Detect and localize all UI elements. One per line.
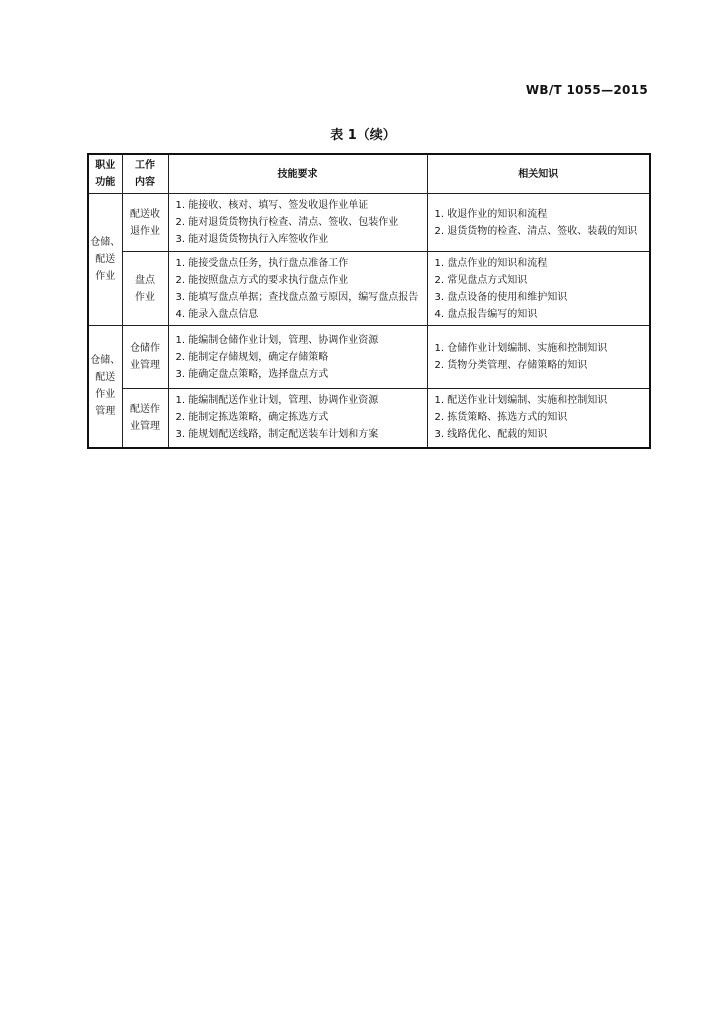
header-work-line1: 工作	[135, 160, 155, 171]
work-line: 业管理	[130, 360, 160, 371]
skill-item: 2. 能制定拣选策略，确定拣选方式	[175, 412, 329, 424]
work-content-cell	[122, 252, 168, 326]
header-work-line2: 内容	[135, 177, 155, 188]
table-row	[88, 194, 650, 252]
knowledge-item: 1. 收退作业的知识和流程	[434, 208, 548, 220]
table-row	[88, 326, 650, 389]
table-caption: 表 1（续）	[330, 128, 396, 143]
function-line: 配送	[95, 254, 116, 265]
work-content-cell	[122, 194, 168, 252]
knowledge-item: 1. 盘点作业的知识和流程	[434, 257, 548, 269]
work-content-cell	[122, 389, 168, 448]
work-line: 仓储作	[130, 343, 160, 354]
work-line: 作业	[135, 291, 155, 303]
skills-cell	[168, 252, 427, 326]
skills-cell	[168, 389, 427, 448]
knowledge-item: 2. 退货货物的检查、清点、签收、装载的知识	[434, 225, 638, 237]
skill-item: 3. 能确定盘点策略，选择盘点方式	[175, 368, 329, 380]
knowledge-item: 1. 配送作业计划编制、实施和控制知识	[434, 395, 608, 407]
skill-item: 4. 能录入盘点信息	[175, 308, 259, 320]
skill-item: 1. 能接受盘点任务，执行盘点准备工作	[175, 257, 349, 269]
table-header-row	[88, 154, 650, 194]
work-line: 配送作	[130, 403, 160, 415]
function-cell	[88, 194, 122, 326]
header-skills: 技能要求	[168, 154, 427, 194]
function-line: 配送	[95, 372, 116, 384]
skill-item: 2. 能制定存储规划，确定存储策略	[175, 351, 329, 363]
skill-item: 3. 能填写盘点单据；查找盘点盈亏原因，编写盘点报告	[175, 291, 419, 303]
knowledge-item: 2. 拣货策略、拣选方式的知识	[434, 412, 568, 424]
work-line: 业管理	[130, 420, 160, 432]
knowledge-item: 2. 常见盘点方式知识	[434, 274, 528, 286]
function-line: 管理	[95, 406, 116, 418]
skills-table	[87, 153, 651, 449]
work-line: 配送收	[130, 208, 160, 220]
work-line: 退作业	[130, 225, 160, 237]
knowledge-item: 1. 仓储作业计划编制、实施和控制知识	[434, 343, 608, 354]
knowledge-item: 2. 货物分类管理、存储策略的知识	[434, 360, 588, 371]
header-function	[88, 154, 122, 194]
work-line: 盘点	[135, 274, 155, 286]
header-function-line2: 功能	[95, 177, 116, 188]
skill-item: 1. 能编制仓储作业计划，管理、协调作业资源	[175, 334, 379, 346]
standard-number: WB/T 1055—2015	[525, 83, 648, 97]
knowledge-cell	[427, 326, 650, 389]
skill-item: 2. 能按照盘点方式的要求执行盘点作业	[175, 274, 349, 286]
function-cell	[88, 326, 122, 448]
work-content-cell	[122, 326, 168, 389]
knowledge-cell	[427, 194, 650, 252]
skill-item: 1. 能接收、核对、填写、签发收退作业单证	[175, 200, 369, 211]
skill-item: 1. 能编制配送作业计划，管理、协调作业资源	[175, 395, 379, 407]
skill-item: 3. 能对退货货物执行入库签收作业	[175, 234, 329, 245]
function-line: 仓储、	[90, 355, 121, 367]
knowledge-cell	[427, 252, 650, 326]
skill-item: 2. 能对退货货物执行检查、清点、签收、包装作业	[175, 217, 399, 228]
function-line: 作业	[95, 389, 116, 401]
skills-cell	[168, 194, 427, 252]
function-line: 作业	[95, 271, 116, 282]
skills-cell	[168, 326, 427, 389]
table-row	[88, 389, 650, 448]
table-row	[88, 252, 650, 326]
skill-item: 3. 能规划配送线路，制定配送装车计划和方案	[175, 429, 379, 441]
function-line: 仓储、	[90, 237, 121, 248]
knowledge-item: 3. 线路优化、配载的知识	[434, 429, 548, 441]
header-knowledge: 相关知识	[427, 154, 650, 194]
knowledge-item: 4. 盘点报告编写的知识	[434, 308, 538, 320]
header-function-line1: 职业	[95, 160, 116, 171]
knowledge-item: 3. 盘点设备的使用和维护知识	[434, 291, 568, 303]
header-work-content	[122, 154, 168, 194]
knowledge-cell	[427, 389, 650, 448]
